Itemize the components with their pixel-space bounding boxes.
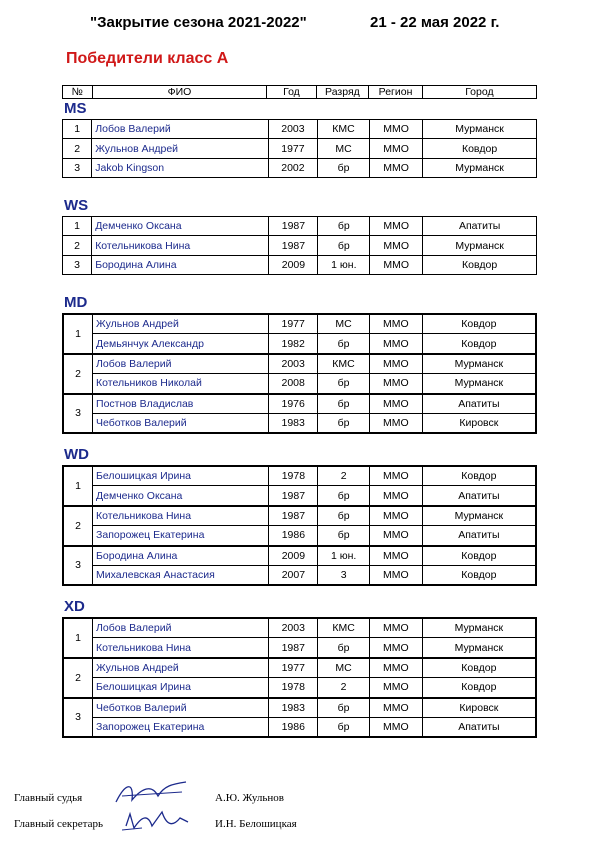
table-row (63, 236, 537, 255)
city: Ковдор (422, 334, 536, 354)
player-name: Бородина Алина (92, 255, 269, 274)
birth-year: 2009 (269, 546, 318, 566)
column-header-table (62, 85, 537, 99)
region: ММО (369, 546, 422, 566)
place-number: 2 (63, 658, 93, 698)
city: Апатиты (423, 217, 537, 236)
table-row (63, 506, 536, 526)
table-row (63, 698, 536, 718)
rank: бр (318, 236, 370, 255)
rank: КМС (318, 354, 370, 374)
col-header-region: Регион (369, 86, 423, 99)
birth-year: 1986 (269, 717, 318, 737)
rank: 1 юн. (318, 255, 370, 274)
birth-year: 1987 (269, 236, 318, 255)
table-row (63, 255, 537, 274)
col-header-name: ФИО (92, 86, 267, 99)
category-label-wd: WD (64, 446, 89, 463)
place-number: 1 (63, 466, 93, 506)
birth-year: 1978 (269, 466, 318, 486)
player-name: Запорожец Екатерина (93, 526, 269, 546)
player-name: Чеботков Валерий (93, 698, 269, 718)
region: ММО (369, 717, 422, 737)
table-row (63, 354, 536, 374)
table-row (63, 638, 536, 658)
event-date: 21 - 22 мая 2022 г. (370, 14, 500, 31)
rank: бр (318, 638, 370, 658)
rank: 3 (318, 565, 370, 585)
table-row (63, 334, 536, 354)
player-name: Постнов Владислав (93, 394, 269, 414)
city: Ковдор (422, 678, 536, 698)
region: ММО (369, 565, 422, 585)
birth-year: 1987 (269, 217, 318, 236)
table-row (63, 314, 536, 334)
rank: 1 юн. (318, 546, 370, 566)
city: Апатиты (422, 394, 536, 414)
place-number: 1 (63, 217, 92, 236)
col-header-rank: Разряд (316, 86, 369, 99)
table-row (63, 120, 537, 139)
birth-year: 1982 (269, 334, 318, 354)
region: ММО (370, 120, 423, 139)
rank: бр (318, 334, 370, 354)
birth-year: 1976 (269, 394, 318, 414)
category-label-xd: XD (64, 598, 85, 615)
rank: 2 (318, 466, 370, 486)
region: ММО (369, 506, 422, 526)
player-name: Бородина Алина (93, 546, 269, 566)
region: ММО (369, 658, 422, 678)
city: Ковдор (422, 658, 536, 678)
birth-year: 2002 (268, 158, 317, 177)
region: ММО (369, 413, 422, 433)
region: ММО (369, 618, 422, 638)
table-row (63, 486, 536, 506)
city: Апатиты (422, 717, 536, 737)
region: ММО (370, 158, 423, 177)
region: ММО (369, 466, 422, 486)
player-name: Демченко Оксана (93, 486, 269, 506)
table-row (63, 466, 536, 486)
player-name: Котельникова Нина (93, 506, 269, 526)
chief-secretary-label: Главный секретарь (14, 818, 103, 830)
player-name: Чеботков Валерий (93, 413, 269, 433)
birth-year: 2003 (269, 618, 318, 638)
player-name: Жульнов Андрей (93, 658, 269, 678)
table-row (63, 658, 536, 678)
chief-judge-signature (112, 778, 192, 808)
table-row (63, 217, 537, 236)
birth-year: 2003 (269, 354, 318, 374)
table-row (63, 413, 536, 433)
region: ММО (370, 217, 423, 236)
rank: 2 (318, 678, 370, 698)
place-number: 2 (63, 139, 92, 158)
city: Ковдор (422, 565, 536, 585)
region: ММО (369, 638, 422, 658)
chief-judge-name: А.Ю. Жульнов (215, 792, 284, 804)
player-name: Лобов Валерий (92, 120, 269, 139)
rank: КМС (318, 120, 370, 139)
city: Мурманск (423, 236, 537, 255)
city: Ковдор (422, 546, 536, 566)
birth-year: 1983 (269, 698, 318, 718)
city: Апатиты (422, 486, 536, 506)
table-row (63, 565, 536, 585)
table-row (63, 394, 536, 414)
place-number: 1 (63, 618, 93, 658)
city: Кировск (422, 413, 536, 433)
city: Ковдор (422, 314, 536, 334)
region: ММО (369, 486, 422, 506)
col-header-year: Год (267, 86, 316, 99)
city: Мурманск (422, 618, 536, 638)
birth-year: 2009 (269, 255, 318, 274)
category-label-ws: WS (64, 197, 89, 214)
birth-year: 1987 (269, 506, 318, 526)
rank: КМС (318, 618, 370, 638)
table-row (63, 546, 536, 566)
rank: бр (318, 158, 370, 177)
city: Апатиты (422, 526, 536, 546)
rank: бр (318, 717, 370, 737)
region: ММО (369, 334, 422, 354)
table-row (63, 618, 536, 638)
chief-secretary-name: И.Н. Белошицкая (215, 818, 297, 830)
city: Мурманск (423, 120, 537, 139)
table-row (63, 139, 537, 158)
player-name: Jakob Kingson (92, 158, 269, 177)
region: ММО (370, 236, 423, 255)
region: ММО (369, 678, 422, 698)
rank: бр (318, 374, 370, 394)
rank: бр (318, 526, 370, 546)
region: ММО (369, 314, 422, 334)
rank: МС (318, 314, 370, 334)
city: Мурманск (422, 506, 536, 526)
region: ММО (369, 698, 422, 718)
player-name: Запорожец Екатерина (93, 717, 269, 737)
rank: МС (318, 139, 370, 158)
rank: МС (318, 658, 370, 678)
place-number: 2 (63, 354, 93, 394)
place-number: 2 (63, 506, 93, 546)
region: ММО (369, 394, 422, 414)
place-number: 3 (63, 546, 93, 586)
player-name: Жульнов Андрей (93, 314, 269, 334)
player-name: Белошицкая Ирина (93, 678, 269, 698)
city: Кировск (422, 698, 536, 718)
ms-table (62, 119, 537, 178)
player-name: Котельников Николай (93, 374, 269, 394)
birth-year: 1987 (269, 486, 318, 506)
xd-table (62, 617, 537, 738)
place-number: 1 (63, 120, 92, 139)
city: Мурманск (422, 354, 536, 374)
birth-year: 1977 (269, 658, 318, 678)
region: ММО (370, 139, 423, 158)
table-row (63, 526, 536, 546)
rank: бр (318, 413, 370, 433)
player-name: Белошицкая Ирина (93, 466, 269, 486)
player-name: Лобов Валерий (93, 354, 269, 374)
place-number: 3 (63, 255, 92, 274)
table-row (63, 374, 536, 394)
rank: бр (318, 394, 370, 414)
rank: бр (318, 506, 370, 526)
table-row (63, 158, 537, 177)
table-row (63, 717, 536, 737)
place-number: 3 (63, 698, 93, 738)
birth-year: 1987 (269, 638, 318, 658)
player-name: Котельникова Нина (93, 638, 269, 658)
city: Мурманск (422, 374, 536, 394)
birth-year: 1986 (269, 526, 318, 546)
table-row (63, 678, 536, 698)
place-number: 2 (63, 236, 92, 255)
birth-year: 2007 (269, 565, 318, 585)
place-number: 3 (63, 158, 92, 177)
category-label-ms: MS (64, 100, 87, 117)
place-number: 3 (63, 394, 93, 434)
birth-year: 1977 (269, 314, 318, 334)
birth-year: 1983 (269, 413, 318, 433)
page-subtitle: Победители класс А (66, 50, 229, 67)
city: Ковдор (422, 466, 536, 486)
region: ММО (369, 374, 422, 394)
chief-judge-label: Главный судья (14, 792, 83, 804)
place-number: 1 (63, 314, 93, 354)
event-title: "Закрытие сезона 2021-2022" (90, 14, 307, 31)
rank: бр (318, 486, 370, 506)
player-name: Котельникова Нина (92, 236, 269, 255)
player-name: Михалевская Анастасия (93, 565, 269, 585)
region: ММО (370, 255, 423, 274)
player-name: Лобов Валерий (93, 618, 269, 638)
city: Мурманск (423, 158, 537, 177)
col-header-no: № (63, 86, 93, 99)
birth-year: 1978 (269, 678, 318, 698)
player-name: Демьянчук Александр (93, 334, 269, 354)
birth-year: 2008 (269, 374, 318, 394)
rank: бр (318, 698, 370, 718)
col-header-city: Город (422, 86, 536, 99)
category-label-md: MD (64, 294, 88, 311)
city: Ковдор (423, 255, 537, 274)
city: Ковдор (423, 139, 537, 158)
player-name: Жульнов Андрей (92, 139, 269, 158)
ws-table (62, 216, 537, 275)
region: ММО (369, 354, 422, 374)
wd-table (62, 465, 537, 586)
region: ММО (369, 526, 422, 546)
chief-secretary-signature (122, 808, 202, 836)
birth-year: 2003 (268, 120, 317, 139)
rank: бр (318, 217, 370, 236)
birth-year: 1977 (268, 139, 317, 158)
player-name: Демченко Оксана (92, 217, 269, 236)
md-table (62, 313, 537, 434)
city: Мурманск (422, 638, 536, 658)
